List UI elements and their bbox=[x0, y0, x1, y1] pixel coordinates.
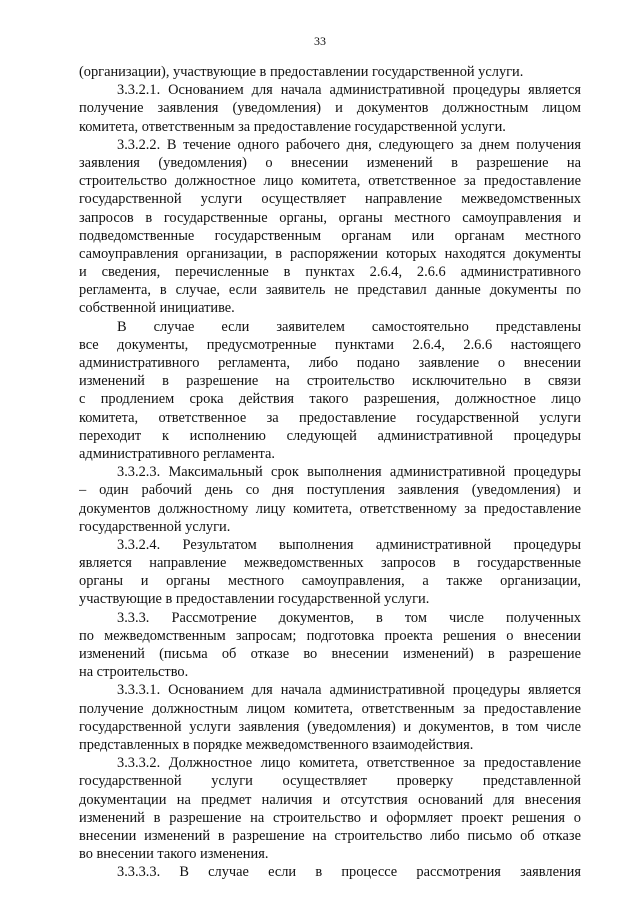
text-line: административного регламента, либо подано заявление о внесении bbox=[79, 355, 581, 371]
body-text bbox=[79, 63, 581, 881]
text-line: комитета, ответственным за предоставление государственной услуги. bbox=[79, 118, 506, 135]
text-line: во внесении такого изменения. bbox=[79, 846, 269, 863]
text-line: – один рабочий день со дня поступления заявления (уведомления) и bbox=[79, 482, 581, 499]
text-line: получение заявления (уведомления) и документов должностным лицом bbox=[79, 100, 581, 117]
text-line: внесении изменений в разрешение на строительство либо письмо об отказе bbox=[79, 827, 581, 844]
text-line: государственной услуги осуществляет направление межведомственных bbox=[79, 191, 581, 208]
text-line: строительство должностное лицо комитета, ответственное за предоставление bbox=[79, 173, 581, 190]
text-line: органы и органы местного самоуправления, а также организации, bbox=[79, 573, 581, 590]
text-line: получение должностным лицом комитета, ответственным за предоставление bbox=[79, 700, 581, 717]
text-line: 3.3.2.4. Результатом выполнения административной процедуры bbox=[117, 536, 581, 553]
text-line: представленных в порядке межведомственного взаимодействия. bbox=[79, 736, 474, 753]
text-line: изменений (письма об отказе во внесении изменений) в разрешение bbox=[79, 646, 581, 662]
text-line: регламента, в случае, если заявитель не представил данные документы по bbox=[79, 282, 581, 299]
page-number: 33 bbox=[314, 34, 326, 48]
text-line: участвующие в предоставлении государственной услуги. bbox=[79, 591, 430, 608]
text-line: 3.3.3.1. Основанием для начала административной процедуры является bbox=[117, 682, 581, 699]
text-line: 3.3.3.3. В случае если в процессе рассмотрения заявления bbox=[117, 864, 581, 881]
text-line: 3.3.2.2. В течение одного рабочего дня, следующего за днем получения bbox=[117, 136, 581, 153]
text-line: переходит к исполнению следующей административной процедуры bbox=[79, 427, 581, 444]
text-line: государственной услуги заявления (уведомления) и документов, в том числе bbox=[79, 718, 581, 735]
text-line: 3.3.2.3. Максимальный срок выполнения административной процедуры bbox=[117, 464, 581, 481]
text-line: 3.3.3.2. Должностное лицо комитета, ответственное за предоставление bbox=[117, 755, 581, 772]
text-line: (организации), участвующие в предоставлении государственной услуги. bbox=[79, 64, 524, 80]
text-line: 3.3.3. Рассмотрение документов, в том числе полученных bbox=[117, 609, 581, 626]
text-line: все документы, предусмотренные пунктами 2.6.4, 2.6.6 настоящего bbox=[79, 336, 581, 353]
text-line: административного регламента. bbox=[79, 445, 275, 462]
text-line: комитета, ответственное за предоставление государственной услуги bbox=[79, 409, 581, 426]
text-line: на строительство. bbox=[79, 664, 189, 681]
text-line: является направление межведомственных запросов в государственные bbox=[79, 555, 581, 572]
text-line: по межведомственным запросам; подготовка проекта решения о внесении bbox=[79, 627, 581, 644]
text-line: документации на предмет наличия и отсутствия оснований для внесения bbox=[79, 791, 581, 808]
text-line: и сведения, перечисленные в пунктах 2.6.4, 2.6.6 административного bbox=[79, 264, 581, 281]
text-line: собственной инициативе. bbox=[79, 300, 235, 317]
text-line: 3.3.2.1. Основанием для начала административной процедуры является bbox=[117, 82, 581, 99]
text-line: запросов в государственные органы, органы местного самоуправления и bbox=[79, 209, 581, 226]
text-line: изменений в разрешение на строительство исключительно в связи bbox=[79, 373, 581, 390]
text-line: подведомственные государственным органам или органам местного bbox=[79, 227, 581, 244]
text-line: заявления (уведомления) о внесении изменений в разрешение на bbox=[79, 154, 581, 171]
text-line: документов должностному лицу комитета, ответственному за предоставление bbox=[79, 500, 581, 517]
text-line: самоуправления организации, в распоряжении которых находятся документы bbox=[79, 245, 581, 262]
text-line: государственной услуги. bbox=[79, 518, 231, 535]
text-line: изменений в разрешение на строительство и оформляет проект решения о bbox=[79, 809, 581, 826]
text-line: В случае если заявителем самостоятельно представлены bbox=[117, 318, 581, 335]
text-line: государственной услуги осуществляет проверку представленной bbox=[79, 773, 581, 790]
text-line: с продлением срока действия такого разрешения, должностное лицо bbox=[79, 391, 581, 408]
